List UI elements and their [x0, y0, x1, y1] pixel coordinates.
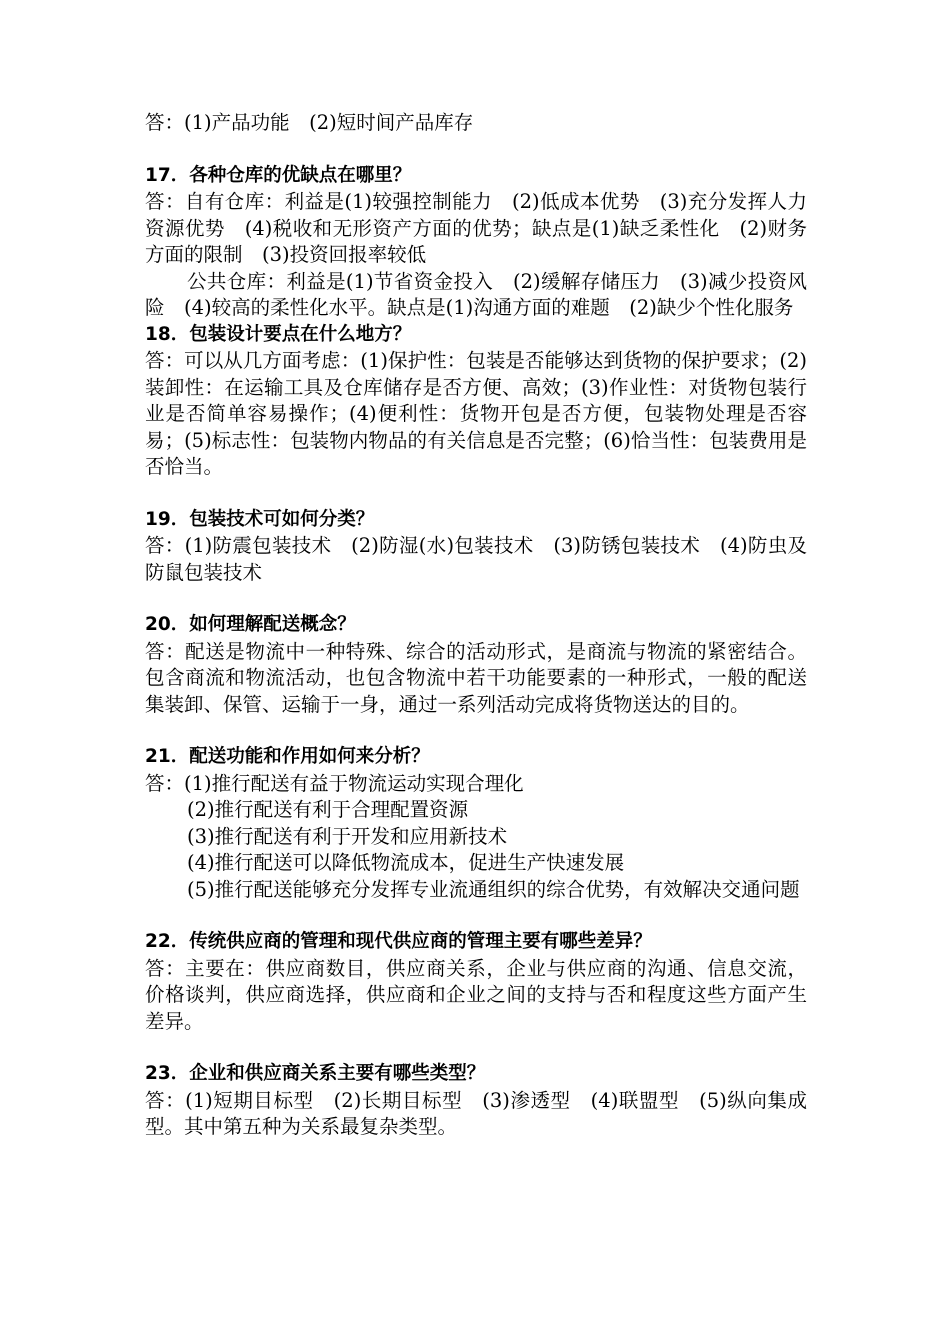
spacer	[145, 718, 807, 744]
answer-21-item-5: (5)推行配送能够充分发挥专业流通组织的综合优势，有效解决交通问题	[187, 877, 800, 901]
question-20: 20．如何理解配送概念？	[145, 614, 356, 635]
question-17: 17．各种仓库的优缺点在哪里？	[145, 164, 412, 186]
document-page	[145, 110, 807, 1141]
answer-17-private: 答：自有仓库：利益是(1)较强控制能力 (2)低成本优势 (3)充分发挥人力资源优势 (4)税收和无形资产方面的优势；缺点是(1)缺乏柔性化 (2)财务方面的限制 (3)投资回报率较低	[145, 190, 807, 266]
spacer	[145, 586, 807, 612]
answer-17-public: 公共仓库：利益是(1)节省资金投入 (2)缓解存储压力 (3)减少投资风险 (4)较高的柔性化水平。缺点是(1)沟通方面的难题 (2)缺少个性化服务	[145, 269, 807, 319]
answer-21-item-4: (4)推行配送可以降低物流成本，促进生产快速发展	[187, 851, 625, 874]
answer-20: 答：配送是物流中一种特殊、综合的活动形式，是商流与物流的紧密结合。包含商流和物流活动，也包含物流中若干功能要素的一种形式，一般的配送集装卸、保管、运输于一身，通过一系列活动完成将货物送达的目的。	[145, 639, 807, 716]
question-19: 19．包装技术可如何分类？	[145, 508, 375, 530]
question-18: 18．包装设计要点在什么地方？	[145, 323, 412, 345]
answer-21-item-2: (2)推行配送有利于合理配置资源	[187, 798, 469, 821]
spacer	[145, 481, 807, 507]
answer-21-item-3: (3)推行配送有利于开发和应用新技术	[187, 824, 508, 848]
answer-21-item-1: 答：(1)推行配送有益于物流运动实现合理化	[145, 771, 524, 795]
spacer	[145, 1035, 807, 1061]
answer-22: 答：主要在：供应商数目，供应商关系，企业与供应商的沟通、信息交流，价格谈判，供应商选择，供应商和企业之间的支持与否和程度这些方面产生差异。	[145, 956, 807, 1033]
answer-23: 答：(1)短期目标型 (2)长期目标型 (3)渗透型 (4)联盟型 (5)纵向集成型。其中第五种为关系最复杂类型。	[145, 1088, 807, 1138]
spacer	[145, 137, 807, 163]
question-22: 22．传统供应商的管理和现代供应商的管理主要有哪些差异？	[145, 931, 652, 952]
spacer	[145, 903, 807, 929]
answer-16: 答：(1)产品功能 (2)短时间产品库存	[145, 111, 474, 134]
question-23: 23．企业和供应商关系主要有哪些类型？	[145, 1063, 486, 1084]
question-21: 21．配送功能和作用如何来分析？	[145, 746, 430, 767]
answer-18: 答：可以从几方面考虑：(1)保护性：包装是否能够达到货物的保护要求；(2)装卸性：在运输工具及仓库储存是否方便、高效；(3)作业性：对货物包装行业是否简单容易操作；(4)便利性：货物开包是否方便，包装物处理是否容易；(5)标志性：包装物内物品的有关信息是否完整；(6)恰当性：包装费用是否恰当。	[145, 349, 807, 478]
answer-19: 答：(1)防震包装技术 (2)防湿(水)包装技术 (3)防锈包装技术 (4)防虫及防鼠包装技术	[145, 534, 807, 584]
